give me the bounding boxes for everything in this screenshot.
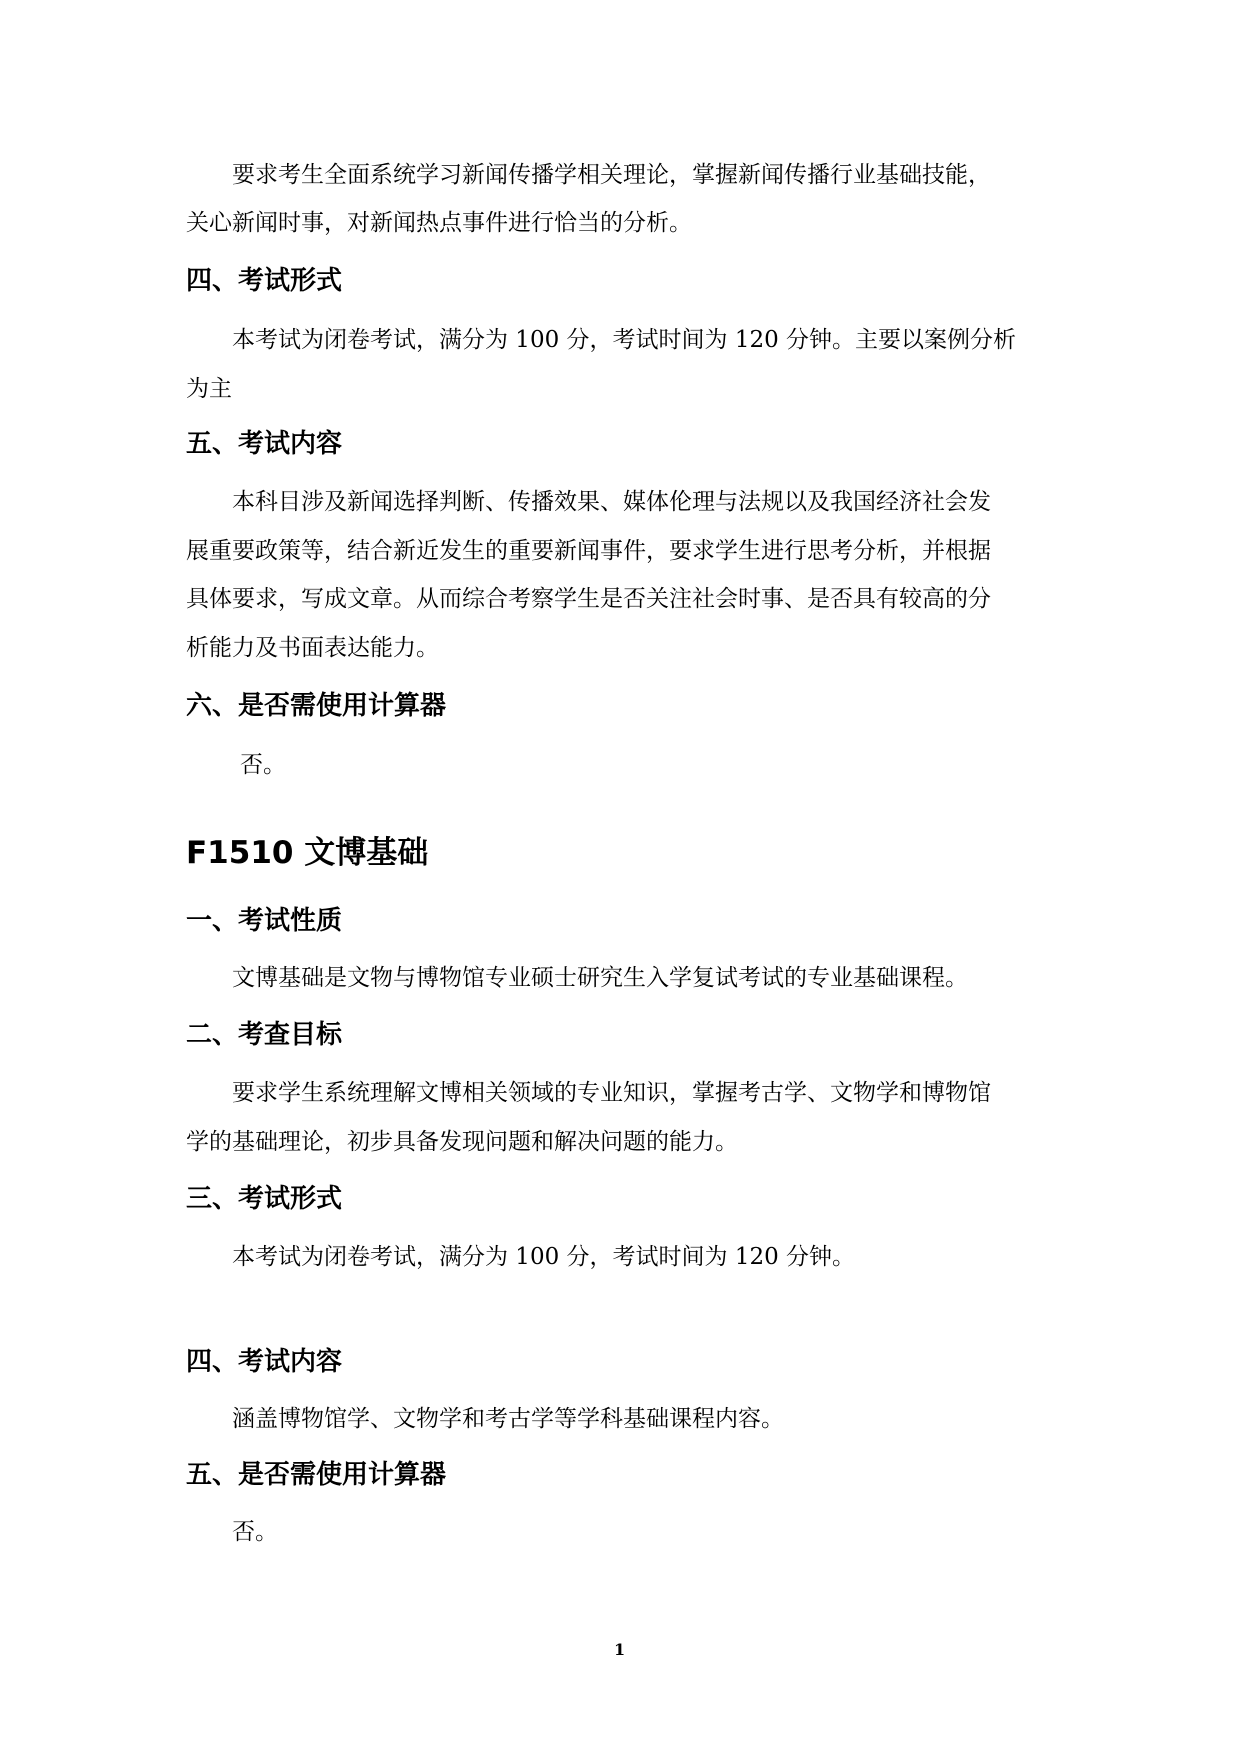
section-heading-exam-nature: 一、考试性质 xyxy=(186,906,343,936)
section-heading-exam-content: 五、考试内容 xyxy=(186,429,343,459)
paragraph-line: 本考试为闭卷考试，满分为 100 分，考试时间为 120 分钟。 xyxy=(232,1244,856,1270)
paragraph-line: 展重要政策等，结合新近发生的重要新闻事件，要求学生进行思考分析，并根据 xyxy=(186,538,991,564)
section-heading-exam-format: 三、考试形式 xyxy=(186,1184,343,1214)
paragraph-line: 文博基础是文物与博物馆专业硕士研究生入学复试考试的专业基础课程。 xyxy=(232,965,968,991)
section-heading-exam-format: 四、考试形式 xyxy=(186,266,343,296)
paragraph-line: 否。 xyxy=(232,1519,278,1545)
paragraph-line: 本考试为闭卷考试，满分为 100 分，考试时间为 120 分钟。主要以案例分析 xyxy=(232,327,1017,353)
paragraph-line: 否。 xyxy=(240,752,286,778)
paragraph-line: 具体要求，写成文章。从而综合考察学生是否关注社会时事、是否具有较高的分 xyxy=(186,586,991,612)
paragraph-line: 析能力及书面表达能力。 xyxy=(186,635,439,661)
paragraph-line: 学的基础理论，初步具备发现问题和解决问题的能力。 xyxy=(186,1129,738,1155)
paragraph-line: 关心新闻时事，对新闻热点事件进行恰当的分析。 xyxy=(186,210,692,236)
section-heading-calculator: 六、是否需使用计算器 xyxy=(186,691,447,721)
section-heading-exam-content: 四、考试内容 xyxy=(186,1347,343,1377)
section-heading-exam-objectives: 二、考查目标 xyxy=(186,1020,343,1050)
paragraph-line: 要求考生全面系统学习新闻传播学相关理论，掌握新闻传播行业基础技能， xyxy=(232,162,991,188)
paragraph-line: 为主 xyxy=(186,376,232,402)
section-heading-calculator: 五、是否需使用计算器 xyxy=(186,1460,447,1490)
page-number: 1 xyxy=(614,1640,626,1659)
course-title: F1510 文博基础 xyxy=(186,835,429,871)
paragraph-line: 要求学生系统理解文博相关领域的专业知识，掌握考古学、文物学和博物馆 xyxy=(232,1080,991,1106)
paragraph-line: 本科目涉及新闻选择判断、传播效果、媒体伦理与法规以及我国经济社会发 xyxy=(232,489,991,515)
paragraph-line: 涵盖博物馆学、文物学和考古学等学科基础课程内容。 xyxy=(232,1406,784,1432)
